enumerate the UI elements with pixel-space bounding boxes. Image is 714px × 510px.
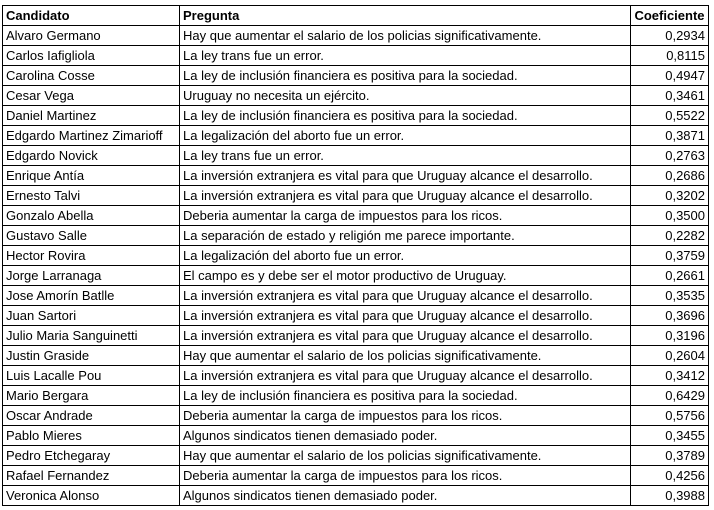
cell-candidate: Cesar Vega	[3, 86, 180, 106]
cell-coefficient: 0,3202	[631, 186, 709, 206]
cell-question: Algunos sindicatos tienen demasiado poder.	[180, 426, 631, 446]
cell-question: La ley trans fue un error.	[180, 146, 631, 166]
cell-coefficient: 0,3500	[631, 206, 709, 226]
table-row	[3, 206, 709, 226]
cell-question: La ley trans fue un error.	[180, 46, 631, 66]
cell-question: Hay que aumentar el salario de los policias significativamente.	[180, 346, 631, 366]
cell-candidate: Luis Lacalle Pou	[3, 366, 180, 386]
cell-coefficient: 0,2763	[631, 146, 709, 166]
cell-coefficient: 0,3535	[631, 286, 709, 306]
table-row	[3, 66, 709, 86]
cell-coefficient: 0,2661	[631, 266, 709, 286]
table-row	[3, 166, 709, 186]
table-row	[3, 186, 709, 206]
table-row	[3, 466, 709, 486]
cell-question: La inversión extranjera es vital para que Uruguay alcance el desarrollo.	[180, 166, 631, 186]
cell-question: Algunos sindicatos tienen demasiado poder.	[180, 486, 631, 506]
cell-question: La legalización del aborto fue un error.	[180, 246, 631, 266]
cell-question: La ley de inclusión financiera es positiva para la sociedad.	[180, 66, 631, 86]
cell-question: La ley de inclusión financiera es positiva para la sociedad.	[180, 106, 631, 126]
cell-coefficient: 0,2604	[631, 346, 709, 366]
cell-coefficient: 0,4256	[631, 466, 709, 486]
candidate-question-table	[2, 5, 709, 506]
cell-question: La inversión extranjera es vital para que Uruguay alcance el desarrollo.	[180, 366, 631, 386]
header-row	[3, 6, 709, 26]
cell-candidate: Oscar Andrade	[3, 406, 180, 426]
cell-coefficient: 0,3789	[631, 446, 709, 466]
cell-candidate: Hector Rovira	[3, 246, 180, 266]
cell-candidate: Rafael Fernandez	[3, 466, 180, 486]
cell-candidate: Julio Maria Sanguinetti	[3, 326, 180, 346]
cell-candidate: Pablo Mieres	[3, 426, 180, 446]
cell-question: La inversión extranjera es vital para que Uruguay alcance el desarrollo.	[180, 286, 631, 306]
cell-question: El campo es y debe ser el motor productivo de Uruguay.	[180, 266, 631, 286]
cell-coefficient: 0,3461	[631, 86, 709, 106]
cell-question: La separación de estado y religión me parece importante.	[180, 226, 631, 246]
cell-coefficient: 0,2282	[631, 226, 709, 246]
cell-candidate: Gonzalo Abella	[3, 206, 180, 226]
table-row	[3, 246, 709, 266]
table-row	[3, 406, 709, 426]
cell-question: La ley de inclusión financiera es positiva para la sociedad.	[180, 386, 631, 406]
header-coefficient: Coeficiente	[631, 6, 709, 26]
cell-coefficient: 0,3988	[631, 486, 709, 506]
cell-candidate: Carolina Cosse	[3, 66, 180, 86]
table-row	[3, 446, 709, 466]
header-question: Pregunta	[180, 6, 631, 26]
table-row	[3, 286, 709, 306]
cell-candidate: Gustavo Salle	[3, 226, 180, 246]
cell-candidate: Edgardo Novick	[3, 146, 180, 166]
cell-coefficient: 0,3871	[631, 126, 709, 146]
cell-question: La inversión extranjera es vital para que Uruguay alcance el desarrollo.	[180, 306, 631, 326]
cell-coefficient: 0,2934	[631, 26, 709, 46]
cell-candidate: Carlos Iafigliola	[3, 46, 180, 66]
table-row	[3, 366, 709, 386]
table-row	[3, 86, 709, 106]
cell-question: Uruguay no necesita un ejército.	[180, 86, 631, 106]
cell-candidate: Mario Bergara	[3, 386, 180, 406]
cell-coefficient: 0,5522	[631, 106, 709, 126]
cell-question: Hay que aumentar el salario de los policias significativamente.	[180, 26, 631, 46]
cell-coefficient: 0,3196	[631, 326, 709, 346]
cell-coefficient: 0,4947	[631, 66, 709, 86]
cell-candidate: Ernesto Talvi	[3, 186, 180, 206]
cell-coefficient: 0,8115	[631, 46, 709, 66]
cell-coefficient: 0,3455	[631, 426, 709, 446]
cell-question: La inversión extranjera es vital para que Uruguay alcance el desarrollo.	[180, 326, 631, 346]
table-row	[3, 126, 709, 146]
cell-coefficient: 0,3759	[631, 246, 709, 266]
table-row	[3, 106, 709, 126]
cell-question: La inversión extranjera es vital para que Uruguay alcance el desarrollo.	[180, 186, 631, 206]
table-row	[3, 226, 709, 246]
cell-candidate: Juan Sartori	[3, 306, 180, 326]
table-row	[3, 26, 709, 46]
cell-question: Deberia aumentar la carga de impuestos para los ricos.	[180, 406, 631, 426]
cell-candidate: Alvaro Germano	[3, 26, 180, 46]
cell-candidate: Justin Graside	[3, 346, 180, 366]
cell-coefficient: 0,3412	[631, 366, 709, 386]
table-row	[3, 306, 709, 326]
cell-question: Deberia aumentar la carga de impuestos para los ricos.	[180, 466, 631, 486]
table-row	[3, 326, 709, 346]
table-row	[3, 486, 709, 506]
cell-question: La legalización del aborto fue un error.	[180, 126, 631, 146]
cell-coefficient: 0,3696	[631, 306, 709, 326]
cell-question: Deberia aumentar la carga de impuestos para los ricos.	[180, 206, 631, 226]
table-row	[3, 46, 709, 66]
cell-candidate: Jose Amorín Batlle	[3, 286, 180, 306]
table-row	[3, 146, 709, 166]
table-row	[3, 426, 709, 446]
cell-candidate: Jorge Larranaga	[3, 266, 180, 286]
header-candidate: Candidato	[3, 6, 180, 26]
cell-candidate: Enrique Antía	[3, 166, 180, 186]
cell-candidate: Daniel Martinez	[3, 106, 180, 126]
table-row	[3, 346, 709, 366]
cell-coefficient: 0,6429	[631, 386, 709, 406]
cell-question: Hay que aumentar el salario de los policias significativamente.	[180, 446, 631, 466]
cell-candidate: Pedro Etchegaray	[3, 446, 180, 466]
cell-coefficient: 0,5756	[631, 406, 709, 426]
table-row	[3, 266, 709, 286]
cell-candidate: Veronica Alonso	[3, 486, 180, 506]
table-row	[3, 386, 709, 406]
cell-coefficient: 0,2686	[631, 166, 709, 186]
cell-candidate: Edgardo Martinez Zimarioff	[3, 126, 180, 146]
